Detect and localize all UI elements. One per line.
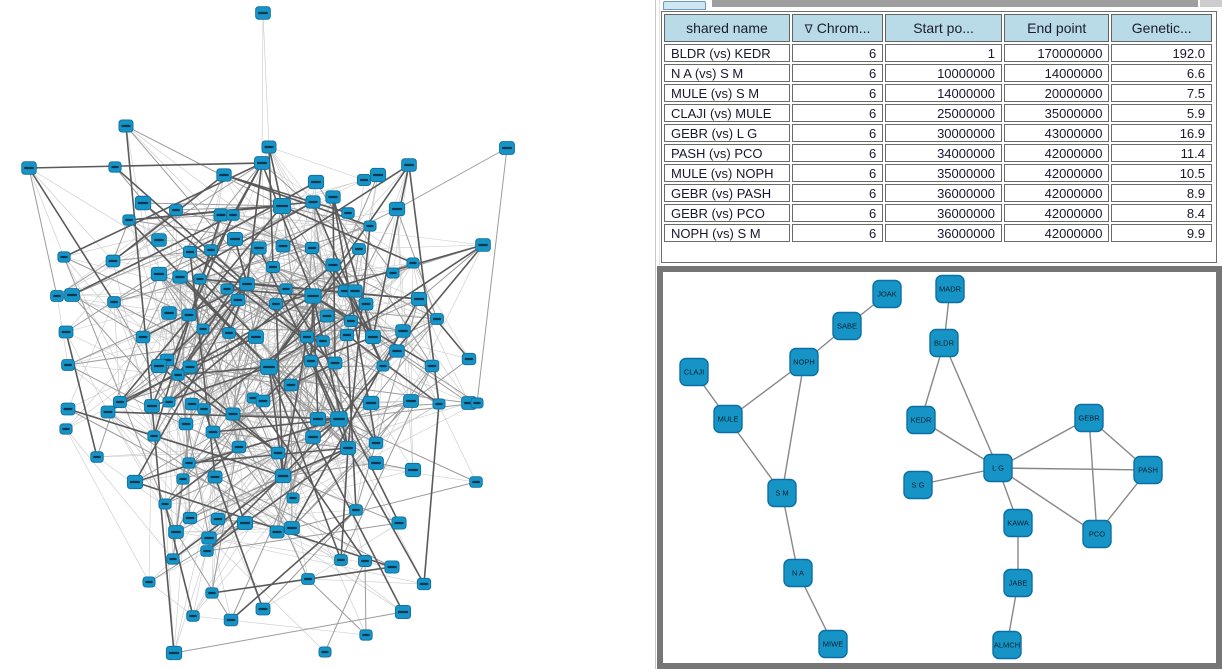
table-cell[interactable]: 170000000 [1004, 44, 1110, 62]
network-edge [29, 168, 64, 257]
node-label [139, 336, 148, 338]
network-edge [277, 482, 476, 532]
node-label [472, 481, 480, 483]
network-edge [29, 168, 57, 296]
node-label: N A [791, 568, 805, 578]
node-label: S G [911, 480, 925, 490]
node-label [389, 272, 396, 274]
network-edge [477, 148, 507, 403]
node-label [398, 330, 408, 332]
node-label [185, 462, 192, 464]
node-label [185, 314, 194, 316]
node-label [211, 476, 220, 478]
node-label [366, 402, 376, 404]
table-cell[interactable]: NOPH (vs) S M [664, 224, 790, 242]
node-label [186, 517, 194, 519]
network-edge [66, 429, 173, 559]
table-cell[interactable]: 14000000 [885, 84, 1002, 102]
node-label [24, 167, 34, 169]
network-node-claji[interactable] [680, 359, 708, 386]
table-cell[interactable]: 6 [792, 144, 883, 162]
column-header-start-po-[interactable]: Start po... [885, 14, 1002, 42]
node-label [311, 181, 321, 183]
table-cell[interactable]: GEBR (vs) PCO [664, 204, 790, 222]
node-label [234, 299, 243, 301]
node-label [272, 531, 281, 533]
node-label [355, 248, 363, 250]
node-label [62, 331, 71, 333]
node-label [182, 423, 191, 425]
table-cell[interactable]: GEBR (vs) PASH [664, 184, 790, 202]
table-cell[interactable]: 6 [792, 64, 883, 82]
table-cell[interactable]: BLDR (vs) KEDR [664, 44, 790, 62]
network-edge [277, 532, 403, 612]
table-cell[interactable]: 42000000 [1004, 144, 1110, 162]
table-cell[interactable]: 6 [792, 224, 883, 242]
node-label [64, 408, 73, 410]
node-label [185, 366, 194, 368]
node-label: GEBR [1078, 413, 1100, 423]
table-cell[interactable]: 43000000 [1004, 124, 1110, 142]
node-label [343, 334, 351, 336]
network-edge [291, 385, 292, 528]
node-label [502, 147, 512, 149]
node-label: MULE [717, 414, 739, 424]
node-label [225, 332, 233, 334]
node-label [150, 435, 157, 437]
table-cell[interactable]: 16.9 [1111, 124, 1212, 142]
node-label: CLAJI [683, 367, 705, 377]
network-edge[interactable] [998, 468, 1148, 470]
node-label [175, 276, 184, 278]
network-node-sabe[interactable] [833, 313, 861, 340]
network-node-n-a[interactable] [784, 560, 812, 587]
node-label [308, 247, 316, 249]
node-label [251, 336, 261, 338]
table-panel-top-strip [662, 0, 1222, 11]
node-label [64, 364, 72, 366]
node-label [223, 288, 230, 290]
node-label [347, 320, 355, 322]
node-label [67, 294, 77, 296]
node-label [161, 503, 168, 505]
network-node-gebr[interactable] [1075, 405, 1103, 432]
panel-splitter[interactable] [655, 0, 656, 669]
node-label [235, 446, 244, 448]
network-node-almch[interactable] [993, 632, 1021, 659]
node-label [473, 402, 480, 404]
node-label [219, 174, 228, 176]
node-label [307, 295, 318, 297]
node-label [196, 278, 203, 280]
table-cell[interactable]: 42000000 [1004, 184, 1110, 202]
node-label [207, 249, 215, 251]
table-cell[interactable]: 6 [792, 104, 883, 122]
node-label [319, 340, 327, 342]
node-label: PCO [1088, 529, 1106, 539]
table-cell[interactable]: MULE (vs) S M [664, 84, 790, 102]
network-node-pash[interactable] [1134, 457, 1162, 484]
table-cell[interactable]: 6 [792, 44, 883, 62]
node-label [307, 360, 315, 362]
node-label [188, 403, 197, 405]
network-node-bldr[interactable] [930, 330, 958, 357]
node-label [478, 244, 488, 246]
node-label [259, 400, 268, 402]
table-cell[interactable]: 9.9 [1111, 224, 1212, 242]
node-label [414, 298, 424, 300]
node-label [53, 295, 61, 297]
network-node-mule[interactable] [714, 406, 742, 433]
table-cell[interactable]: 42000000 [1004, 224, 1110, 242]
node-label [189, 615, 196, 617]
node-label [257, 162, 267, 164]
node-label [154, 273, 164, 275]
node-label [428, 365, 437, 367]
node-label [282, 288, 289, 290]
sub-network-panel[interactable] [657, 266, 1222, 669]
node-label [269, 266, 277, 268]
node-label [308, 436, 318, 438]
node-label [394, 522, 403, 524]
node-label [362, 303, 371, 305]
node-label [216, 214, 225, 216]
table-row[interactable] [664, 44, 1212, 62]
node-label [274, 452, 283, 454]
table-row[interactable] [664, 184, 1212, 202]
network-node-kedr[interactable] [907, 407, 935, 434]
network-edge [263, 13, 269, 147]
network-edge [66, 332, 108, 412]
node-label [109, 260, 118, 262]
node-label [259, 608, 268, 610]
network-edge[interactable] [782, 362, 804, 493]
node-label [343, 447, 353, 449]
table-row[interactable] [664, 124, 1212, 142]
network-edge [29, 168, 114, 302]
node-label [323, 315, 332, 317]
network-node-l-g[interactable] [984, 455, 1012, 482]
node-label: KEDR [910, 415, 932, 425]
node-label [208, 592, 215, 594]
node-label [313, 418, 323, 420]
node-label [111, 166, 118, 168]
node-label [387, 566, 396, 568]
table-cell[interactable]: 35000000 [885, 164, 1002, 182]
node-label [147, 405, 157, 407]
network-edge [66, 332, 97, 457]
node-label [130, 481, 140, 483]
node-label [368, 336, 378, 338]
table-row[interactable] [664, 144, 1212, 162]
table-cell[interactable]: 192.0 [1111, 44, 1212, 62]
network-node-miwe[interactable] [819, 631, 847, 658]
node-label [62, 428, 69, 430]
table-cell[interactable]: 30000000 [885, 124, 1002, 142]
node-label [328, 196, 337, 198]
node-label: PASH [1138, 465, 1158, 475]
node-label [121, 125, 130, 127]
node-label [125, 219, 132, 221]
table-cell[interactable]: 7.5 [1111, 84, 1212, 102]
node-label [242, 283, 252, 285]
node-label [408, 469, 418, 471]
node-label [392, 350, 401, 352]
table-cell[interactable]: 10.5 [1111, 164, 1212, 182]
node-label [138, 202, 148, 204]
network-node-noph[interactable] [790, 349, 818, 376]
table-cell[interactable]: 6 [792, 124, 883, 142]
filter-icon[interactable]: ∇ [804, 22, 813, 36]
network-node-joak[interactable] [873, 281, 901, 308]
table-row[interactable] [664, 84, 1212, 102]
node-label [361, 560, 369, 562]
node-label [154, 365, 164, 367]
network-edge [143, 203, 282, 206]
node-label [104, 411, 113, 413]
node-label [204, 537, 213, 539]
node-label [308, 201, 317, 203]
table-cell[interactable]: 6.6 [1111, 64, 1212, 82]
table-cell[interactable]: 20000000 [1004, 84, 1110, 102]
node-label [254, 247, 263, 249]
node-label [179, 478, 186, 480]
table-cell[interactable]: 35000000 [1004, 104, 1110, 122]
sub-network-canvas[interactable] [663, 272, 1216, 663]
node-label [404, 164, 414, 166]
network-edge [308, 579, 366, 635]
node-label [169, 558, 176, 560]
node-label [165, 401, 172, 403]
network-node-pco[interactable] [1083, 521, 1111, 548]
node-label [371, 462, 381, 464]
table-cell[interactable]: N A (vs) S M [664, 64, 790, 82]
node-label [230, 238, 240, 240]
node-label [60, 256, 67, 258]
node-label: JOAK [877, 289, 897, 299]
network-edge [419, 299, 469, 359]
node-label [331, 362, 340, 364]
table-cell[interactable]: 6 [792, 204, 883, 222]
node-label [203, 550, 211, 552]
network-edge[interactable] [1089, 418, 1097, 534]
node-label [174, 374, 182, 376]
table-cell[interactable]: 14000000 [1004, 64, 1110, 82]
column-header-chrom-[interactable]: ∇ Chrom... [792, 14, 883, 42]
table-cell[interactable]: 36000000 [885, 204, 1002, 222]
table-cell[interactable]: 6 [792, 164, 883, 182]
table-cell[interactable]: 34000000 [885, 144, 1002, 162]
table-cell[interactable]: 6 [792, 84, 883, 102]
table-cell[interactable]: 5.9 [1111, 104, 1212, 122]
node-label [258, 12, 268, 14]
node-label: S M [775, 488, 789, 498]
node-label [289, 497, 296, 499]
node-label [344, 212, 351, 214]
node-label [328, 264, 337, 266]
edge-attribute-table [662, 12, 1214, 244]
network-edge [176, 532, 231, 620]
network-node-madr[interactable] [936, 276, 964, 303]
network-edge [325, 561, 365, 652]
table-row[interactable] [664, 204, 1212, 222]
node-label [352, 509, 360, 511]
node-label [249, 397, 256, 399]
table-cell[interactable]: 11.4 [1111, 144, 1212, 162]
table-cell[interactable]: 1 [885, 44, 1002, 62]
node-label [110, 301, 118, 303]
node-label [199, 328, 206, 330]
node-label [227, 619, 236, 621]
scrollbar-corner [1200, 0, 1222, 7]
node-label [321, 651, 328, 653]
table-cell[interactable]: 10000000 [885, 64, 1002, 82]
node-label [287, 527, 297, 529]
table-cell[interactable]: 42000000 [1004, 204, 1110, 222]
edge-table-panel [661, 11, 1217, 263]
node-label [435, 403, 442, 405]
node-label: MADR [938, 284, 962, 294]
node-label [366, 225, 373, 227]
node-label [287, 384, 296, 386]
node-label [214, 518, 223, 520]
node-label [433, 318, 441, 320]
node-label [93, 456, 101, 458]
table-cell[interactable]: 25000000 [885, 104, 1002, 122]
horizontal-scrollbar[interactable] [712, 0, 1198, 7]
node-label [372, 442, 381, 444]
table-tab-fragment[interactable] [663, 1, 706, 10]
node-label: KAWA [1007, 518, 1029, 528]
node-label [263, 366, 275, 368]
table-cell[interactable]: 6 [792, 184, 883, 202]
node-label: MIWE [822, 639, 844, 649]
node-label [164, 312, 174, 314]
network-edge [66, 429, 149, 582]
node-label [172, 209, 180, 211]
node-label [272, 303, 280, 305]
network-edge [29, 163, 262, 168]
node-label [392, 208, 402, 210]
network-edge [419, 245, 483, 299]
node-label: JABE [1008, 578, 1028, 588]
node-label [279, 245, 288, 247]
table-cell[interactable]: CLAJI (vs) MULE [664, 104, 790, 122]
node-label [406, 400, 416, 402]
table-cell[interactable]: GEBR (vs) L G [664, 124, 790, 142]
network-edge [308, 579, 424, 584]
node-label [379, 365, 386, 367]
node-label [228, 413, 237, 415]
node-label [362, 634, 369, 636]
node-label [465, 358, 473, 360]
node-label [145, 581, 152, 583]
network-edge [209, 538, 325, 652]
column-header-genetic-[interactable]: Genetic... [1111, 14, 1212, 42]
table-row[interactable] [664, 64, 1212, 82]
node-label [304, 578, 312, 580]
network-node-jabe[interactable] [1004, 570, 1032, 597]
table-cell[interactable]: 36000000 [885, 184, 1002, 202]
node-label [154, 239, 164, 241]
network-node-s-g[interactable] [904, 472, 932, 499]
node-label [409, 262, 416, 264]
table-cell[interactable]: 8.9 [1111, 184, 1212, 202]
node-label [350, 290, 359, 292]
network-edge [29, 168, 113, 261]
node-label [373, 174, 383, 176]
node-label [240, 522, 250, 524]
node-label [398, 611, 408, 613]
column-header-shared-name[interactable]: shared name [664, 14, 790, 42]
node-label [333, 418, 345, 420]
table-cell[interactable]: MULE (vs) NOPH [664, 164, 790, 182]
node-label [264, 146, 273, 148]
node-label [229, 214, 237, 216]
table-row[interactable] [664, 164, 1212, 182]
table-cell[interactable]: 36000000 [885, 224, 1002, 242]
node-label [116, 401, 124, 403]
network-edge[interactable] [944, 343, 998, 468]
node-label: ALMCH [993, 640, 1021, 650]
node-label [303, 336, 311, 338]
network-edge [262, 13, 263, 163]
node-label [360, 179, 368, 181]
node-label [278, 475, 288, 477]
node-label [209, 431, 218, 433]
table-cell[interactable]: PASH (vs) PCO [664, 144, 790, 162]
node-label: BLDR [933, 338, 955, 348]
network-node-kawa[interactable] [1004, 510, 1032, 537]
table-cell[interactable]: 42000000 [1004, 164, 1110, 182]
column-header-end-point[interactable]: End point [1004, 14, 1110, 42]
node-label [276, 205, 288, 207]
table-cell[interactable]: 8.4 [1111, 204, 1212, 222]
node-label: NOPH [793, 357, 815, 367]
table-row[interactable] [664, 104, 1212, 122]
node-label [169, 652, 179, 654]
node-label [200, 408, 208, 410]
network-edge [365, 561, 366, 635]
node-label [186, 251, 194, 253]
node-label: SABE [836, 321, 858, 331]
table-row[interactable] [664, 224, 1212, 242]
table-header [664, 14, 1212, 42]
node-label [171, 531, 181, 533]
network-node-s-m[interactable] [768, 480, 796, 507]
node-label [337, 559, 345, 561]
node-label [420, 583, 428, 585]
node-label: L G [992, 463, 1004, 473]
